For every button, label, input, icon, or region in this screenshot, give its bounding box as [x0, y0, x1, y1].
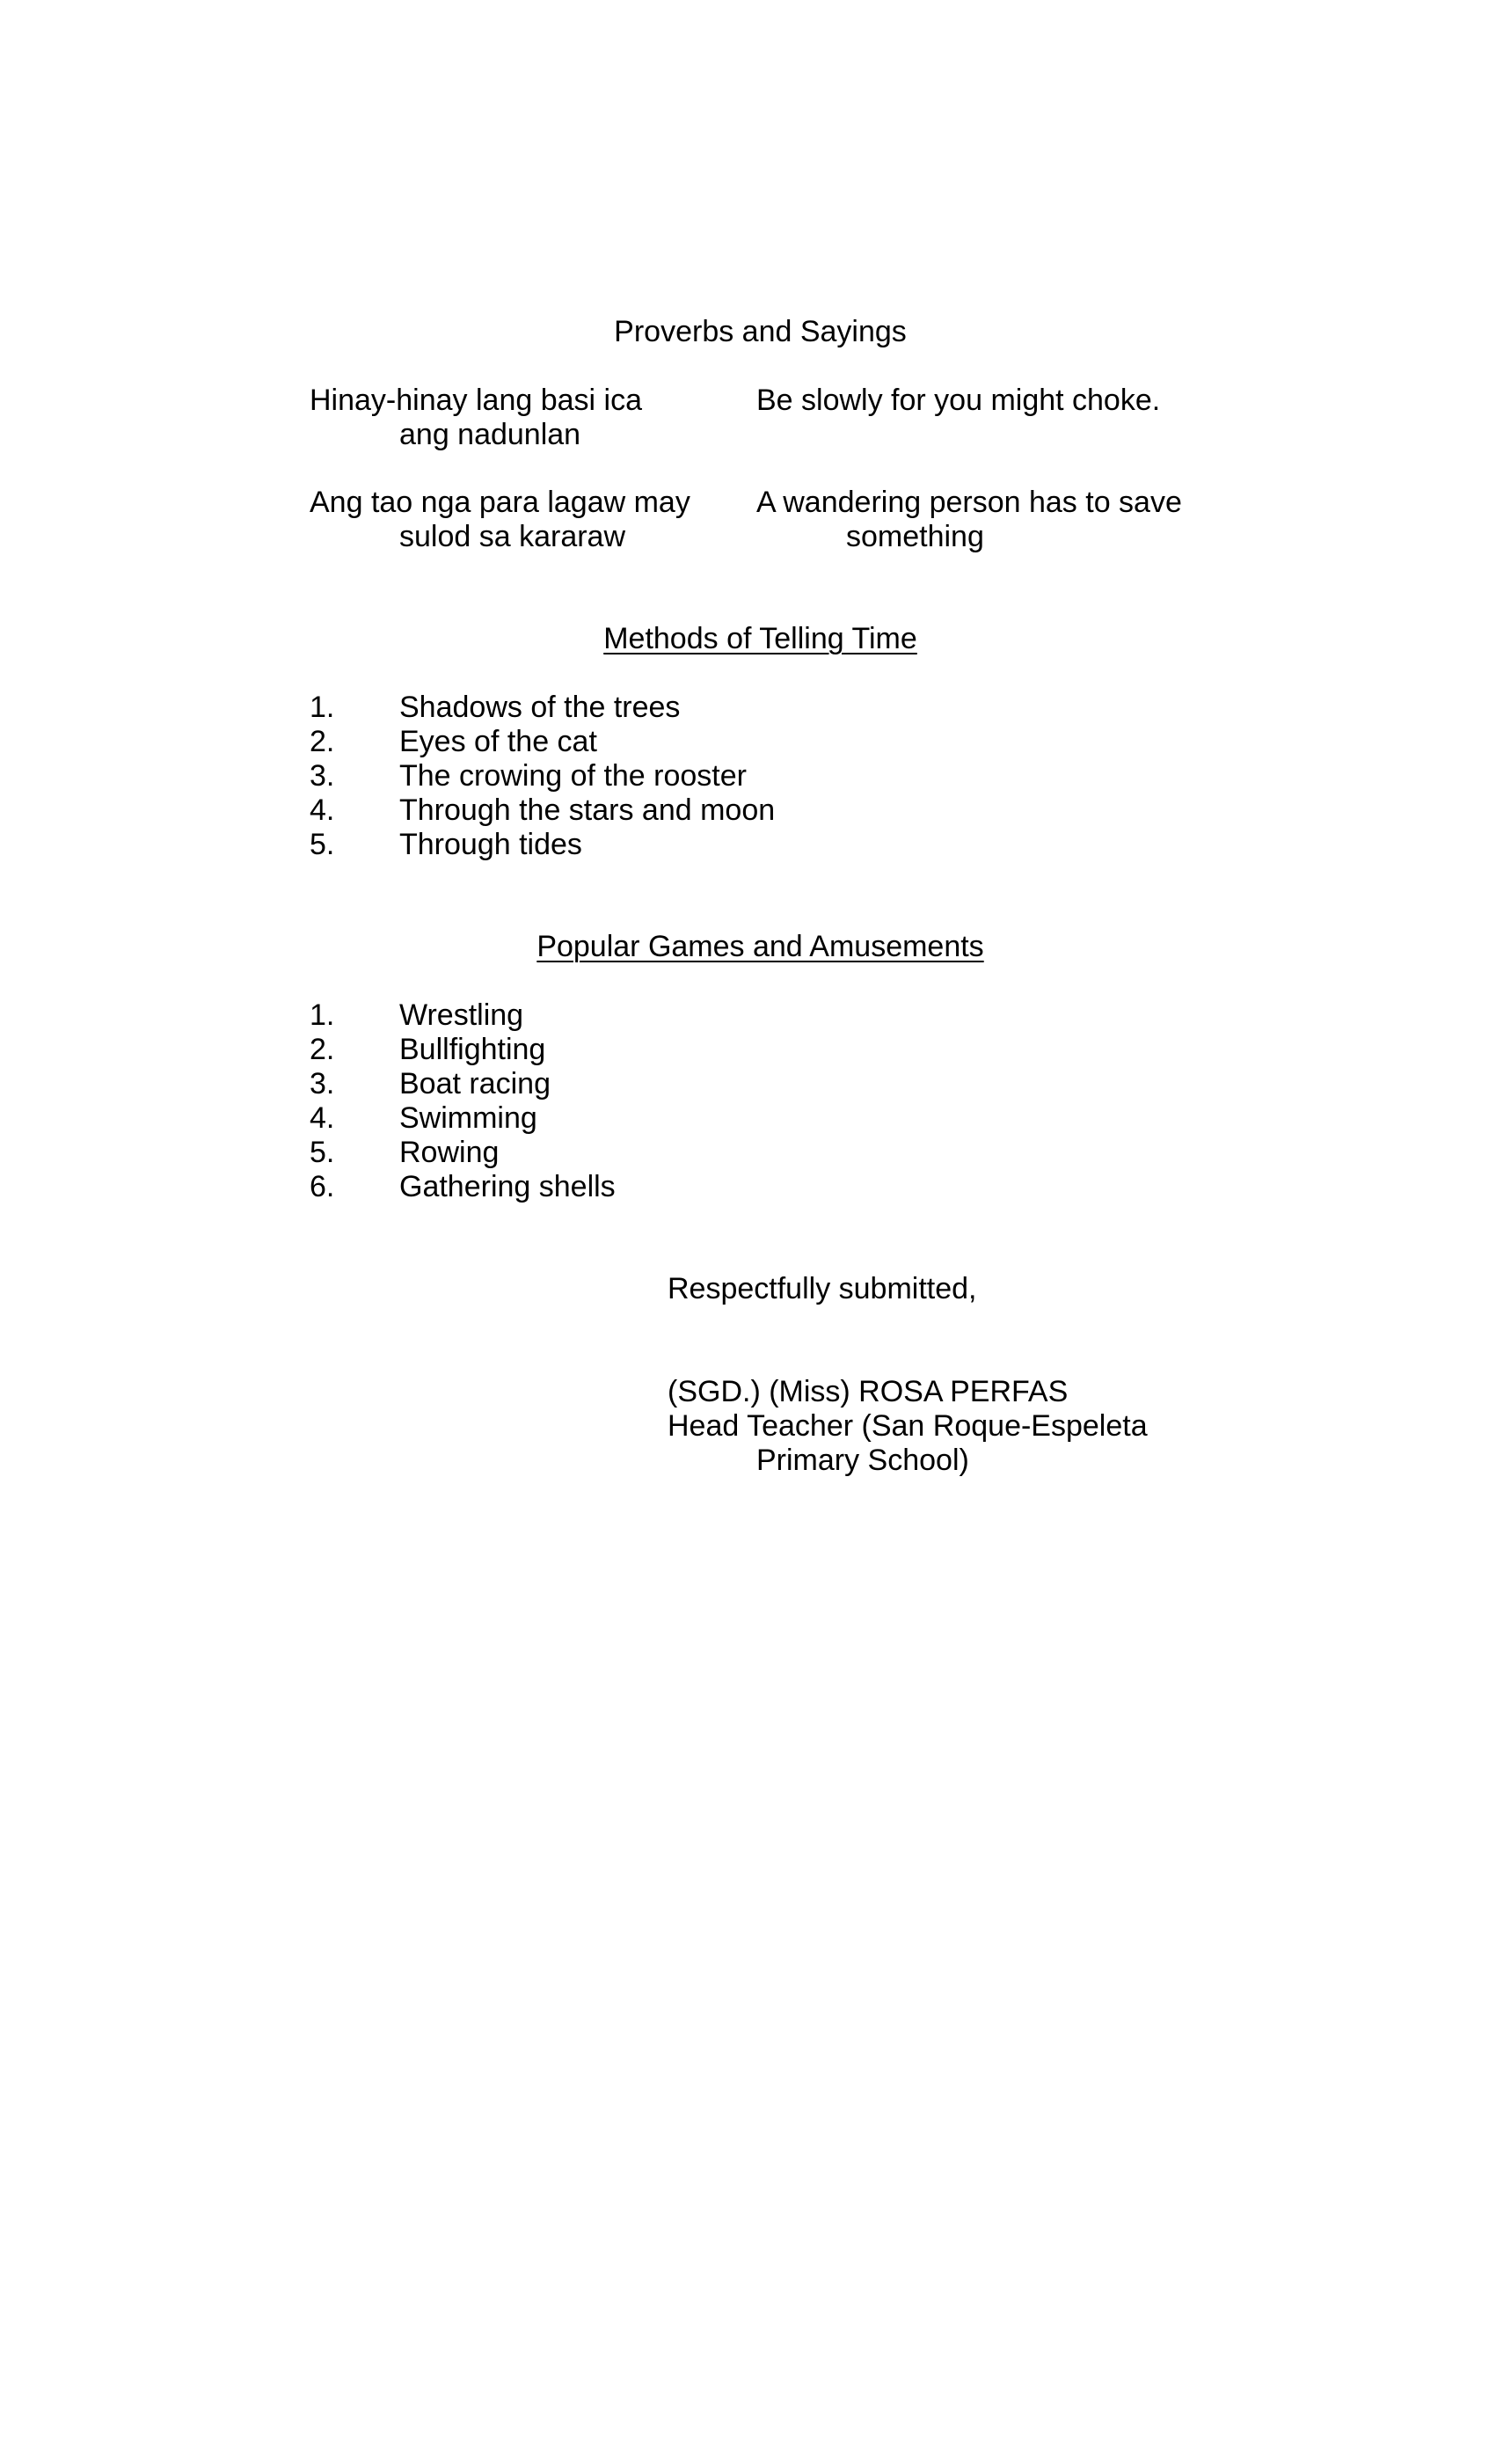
closing-text: Respectfully submitted, — [668, 1272, 977, 1305]
list-item-text: Boat racing — [399, 1067, 551, 1100]
signatory-title-line1: Head Teacher (San Roque-Espeleta — [668, 1409, 1148, 1443]
list-item-number: 1. — [310, 691, 335, 724]
proverb-1-original-line1: Hinay-hinay lang basi ica — [310, 384, 642, 417]
list-item-text: Rowing — [399, 1136, 500, 1169]
signatory-title-line2: Primary School) — [756, 1444, 969, 1477]
list-item-number: 4. — [310, 1101, 335, 1135]
time-methods-heading — [0, 622, 1496, 656]
proverb-1-translation-line1: Be slowly for you might choke. — [756, 384, 1161, 417]
list-item-text: Eyes of the cat — [399, 725, 597, 758]
list-item-text: Shadows of the trees — [399, 691, 681, 724]
list-item-number: 3. — [310, 1067, 335, 1100]
list-item-text: Bullfighting — [399, 1033, 546, 1066]
list-item-text: The crowing of the rooster — [399, 759, 747, 793]
list-item-number: 1. — [310, 998, 335, 1032]
list-item-number: 5. — [310, 828, 335, 861]
signatory-name: (SGD.) (Miss) ROSA PERFAS — [668, 1375, 1069, 1408]
list-item-text: Through the stars and moon — [399, 793, 776, 827]
proverb-2-original-line2: sulod sa kararaw — [399, 520, 626, 553]
proverb-2-translation-line1: A wandering person has to save — [756, 486, 1182, 519]
games-heading-text: Popular Games and Amusements — [536, 930, 984, 963]
list-item-number: 3. — [310, 759, 335, 793]
games-heading — [0, 930, 1496, 964]
proverbs-heading: Proverbs and Sayings — [614, 315, 907, 348]
proverb-2-translation-line2: something — [846, 520, 984, 553]
list-item-text: Swimming — [399, 1101, 537, 1135]
list-item-text: Through tides — [399, 828, 582, 861]
list-item-number: 4. — [310, 793, 335, 827]
list-item-number: 6. — [310, 1170, 335, 1203]
list-item-number: 2. — [310, 1033, 335, 1066]
proverb-1-original-line2: ang nadunlan — [399, 418, 581, 451]
list-item-text: Gathering shells — [399, 1170, 616, 1203]
proverb-2-original-line1: Ang tao nga para lagaw may — [310, 486, 690, 519]
list-item-text: Wrestling — [399, 998, 524, 1032]
time-methods-heading-text: Methods of Telling Time — [603, 622, 917, 655]
list-item-number: 5. — [310, 1136, 335, 1169]
list-item-number: 2. — [310, 725, 335, 758]
